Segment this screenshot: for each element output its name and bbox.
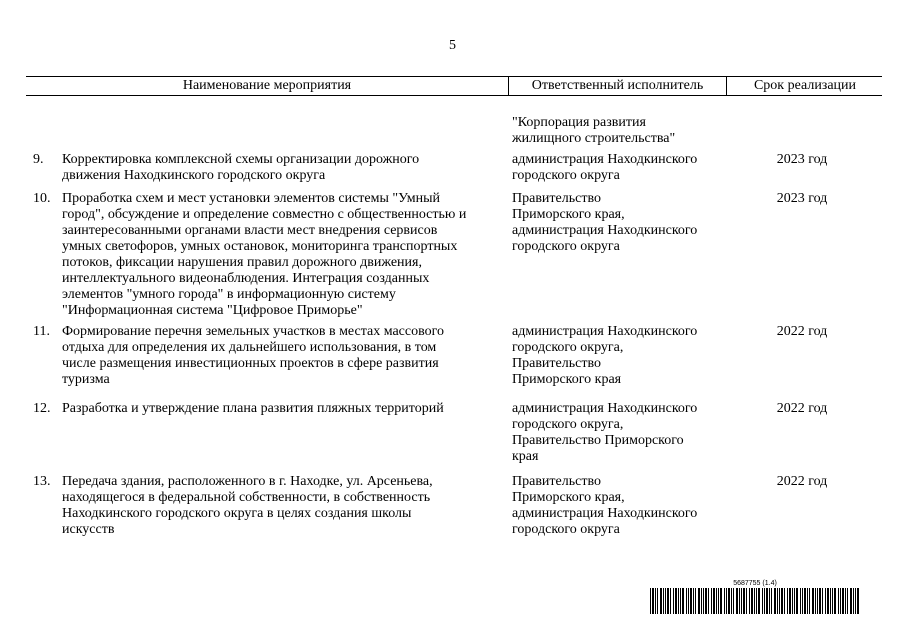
row-10-responsible: Правительство Приморского края, администрация Находкинского городского округа (512, 191, 698, 254)
row-12-responsible: администрация Находкинского городского округа, Правительство Приморского края (512, 401, 698, 464)
row-9-responsible: администрация Находкинского городского округа (512, 152, 698, 183)
row-12-term: 2022 год (776, 401, 828, 416)
row-12-name: Разработка и утверждение плана развития пляжных территорий (62, 401, 444, 416)
row-13-name: Передача здания, расположенного в г. Находке, ул. Арсеньева, находящегося в федеральной собственности, в собственность Находкинского городского округа в целях создания школы искусств (62, 474, 433, 537)
header-term: Срок реализации (726, 77, 883, 95)
row-11-term: 2022 год (776, 324, 828, 339)
row-9-term: 2023 год (776, 152, 828, 167)
row-10-name: Проработка схем и мест установки элементов системы "Умный город", обсуждение и определение совместно с общественностью и заинтересованными органами власти мест внедрения сервисов умных светофоров, умных остановок, мониторинга транспортных потоков, фиксации нарушения правил дорожного движения, интеллектуального видеонаблюдения. Интеграция созданных элементов "умного города" в информационную систему "Информационная система "Цифровое Приморье" (62, 191, 467, 318)
row-12-number: 12. (33, 401, 51, 416)
barcode-block (650, 580, 860, 614)
header-name: Наименование мероприятия (182, 78, 352, 93)
continuation-responsible: "Корпорация развития жилищного строительства" (512, 115, 676, 146)
row-10-number: 10. (33, 191, 51, 206)
row-11-name: Формирование перечня земельных участков в местах массового отдыха для определения их дальнейшего использования, в том числе размещения инвестиционных проектов в сфере развития туризма (62, 324, 445, 387)
page-number: 5 (449, 38, 456, 53)
row-10-term: 2023 год (776, 191, 828, 206)
row-13-responsible: Правительство Приморского края, администрация Находкинского городского округа (512, 474, 698, 537)
row-13-term: 2022 год (776, 474, 828, 489)
row-9-number: 9. (33, 152, 44, 167)
row-9-name: Корректировка комплексной схемы организации дорожного движения Находкинского городского округа (62, 152, 420, 183)
header-responsible: Ответственный исполнитель (508, 77, 726, 95)
table-header (26, 76, 882, 96)
row-11-number: 11. (33, 324, 50, 339)
barcode-icon (650, 588, 860, 614)
row-11-responsible: администрация Находкинского городского округа, Правительство Приморского края (512, 324, 698, 387)
barcode-id: 5687755 (1.4) (733, 580, 777, 587)
row-13-number: 13. (33, 474, 51, 489)
